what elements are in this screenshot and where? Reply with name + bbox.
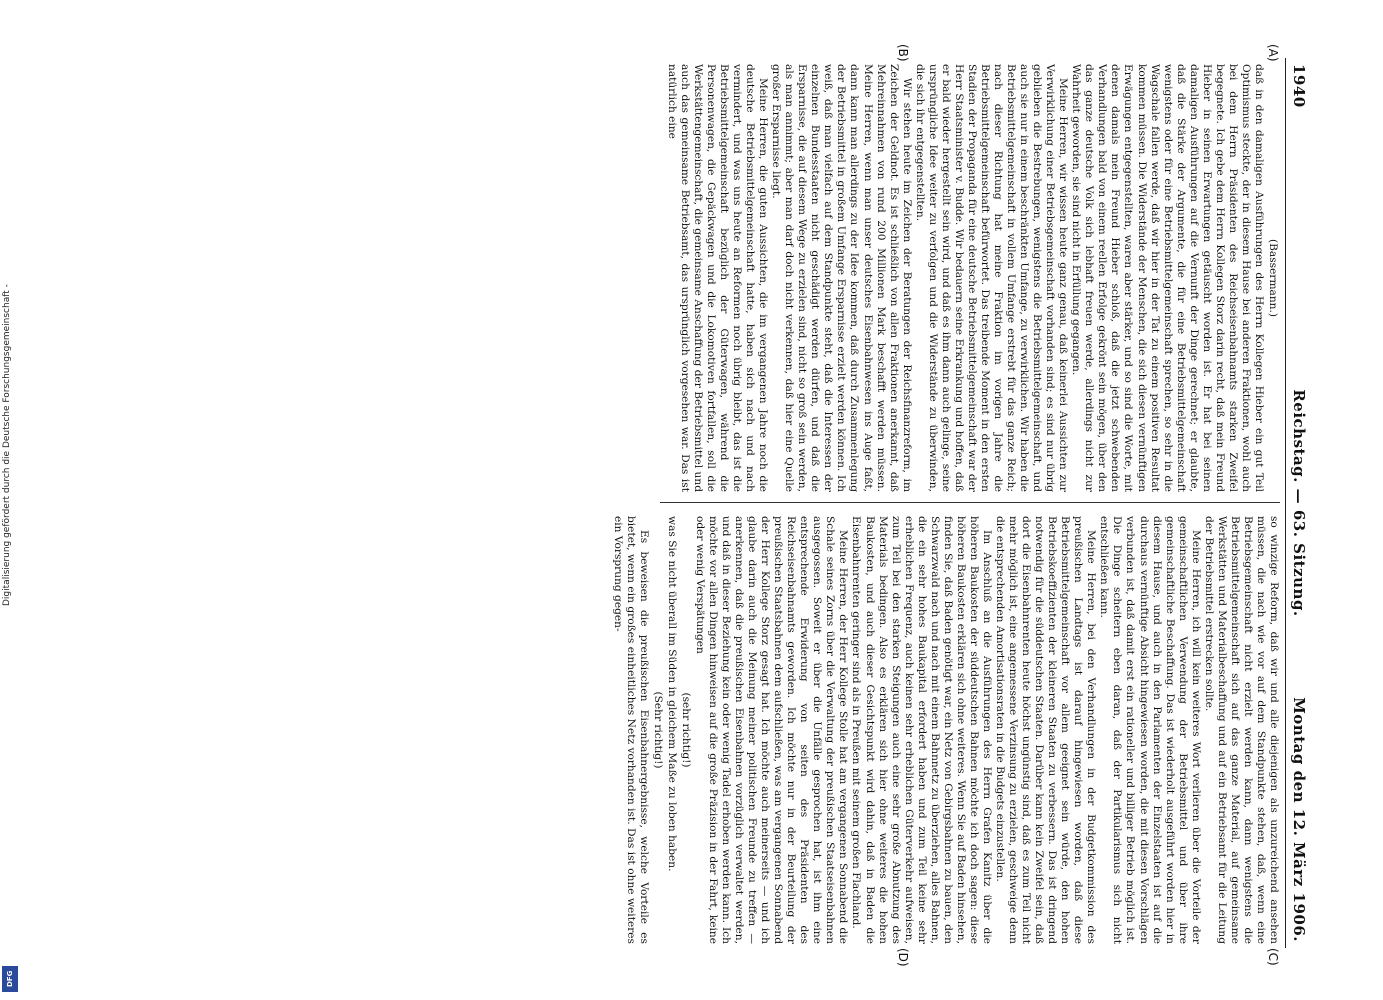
right-paragraph: was Sie nicht überall im Süden in gleichem Maße zu loben haben. [665,516,678,872]
left-column [665,64,1280,492]
right-paragraph: Es beweisen die preußischen Eisenbahnergebnisse, welche Vorteile es bietet, wenn ein großes einheitliches Netz vorhanden ist. Das ist ohne weiteres ein Vorsprung gegen- [611,516,650,944]
margin-marker-c: (C) [1266,948,1280,966]
interjection: (sehr richtig!) [679,692,692,768]
document-page [70,44,1310,967]
page-title: Reichstag. — 63. Sitzung. [1290,389,1308,617]
digitization-credit: Digitalisierung gefördert durch die Deutsche Forschungsgemeinschaft - [2,284,12,606]
margin-marker-d: (D) [896,948,910,967]
page-number: 1940 [1290,64,1308,108]
margin-marker-b: (B) [896,44,910,62]
right-paragraph: Meine Herren, der Herr Kollege Stolle hat am vergangenen Sonnabend die Schale seines Zorns über die Verwaltung der preußischen Staatseisenbahnen ausgegossen. Soweit er über die Unfälle gesprochen hat, ist ihm eine entsprechende Erwiderung von seiten des Präsidenten des Reichseisenbahnamts geworden. Ich möchte nur in der Beurteilung der preußischen Staatsbahnen dem aufschließen, was am vergangenen Sonnabend der Herr Kollege Storz gesagt hat. Ich möchte auch meinerseits — und ich glaube darin auch die Meinung meiner politischen Freunde zu treffen — anerkennen, daß die preußischen Eisenbahnen vorzüglich verwaltet werden, und daß in dieser Beziehung kein oder wenig Tadel erhoben werden kann. Ich möchte vor allen Dingen hinweisen auf die große Präzision in der Fahrt, keine oder wenig Verspätungen [693,516,850,944]
speaker-name: (Bassermann.) [1267,239,1279,317]
right-paragraph: so winzige Reform, daß wir und alle diejenigen als unzureichend ansehen müssen, die nach wie vor auf dem Standpunkte stehen, daß, wenn eine Betriebsgemeinschaft nicht erzielt werden kann, dann wenigstens die Betriebsmittelgemeinschaft sich auf das ganze Material, auf gemeinsame Werkstätten und Materialbeschaffung und auf ein Betriebsamt für die Leitung der Betriebsmittel erstrecken sollte. [1202,516,1280,944]
column-divider [660,502,1280,503]
interjection: (Sehr richtig!) [651,691,664,769]
dfg-logo: DFG [2,966,18,992]
right-paragraph: Meine Herren, ich will kein weiteres Wort verlieren über die Vorteile der gemeinschaftlichen Verwendung der Betriebsmittel und über ihre gemeinschaftliche Beschaffung. Das ist wiederholt ausgeführt worden hier in diesem Hause, und auch in den Parlamenten der Einzelstaaten ist auf die durchaus vernünftige Absicht hingewiesen worden, die mit diesen Vorschlägen verbunden ist, daß damit erst ein rationeller und billiger Betrieb möglich ist. Die Dinge scheitern eben daran, daß der Partikularismus sich nicht entschließen kann. [1098,516,1202,944]
header-rule [1285,58,1286,948]
margin-marker-a: (A) [1266,44,1280,62]
left-paragraph: Meine Herren, die guten Aussichten, die im vergangenen Jahre noch die deutsche Betriebsmittelgemeinschaft hatte, haben sich nach und nach vermindert, und was uns heute an Reformen noch übrig bleibt, das ist die Betriebsmittelgemeinschaft bezüglich der Güterwagen, während die Personenwagen, die Gepäckwagen und die Lokomotiven fortfallen, soll die Werkstättengemeinschaft, die gemeinsame Anschaffung der Betriebsmittel und auch das gemeinsame Betriebsamt, das ursprünglich vorgesehen war. Das ist natürlich eine [665,64,770,492]
left-paragraph: Wir stehen heute im Zeichen der Beratungen der Reichsfinanzreform, im Zeichen der Geldnot. Es ist schließlich von allen Fraktionen anerkannt, daß Mehreinnahmen von rund 200 Millionen Mark beschafft werden müssen. Meine Herren, wenn man unser deutsches Eisenbahnwesen ins Auge faßt, dann kann man allerdings zu der Idee kommen, daß durch Zusammenlegung der Betriebsmittel in großem Umfange Ersparnisse erzielt werden können. Ich weiß, daß man vielfach auf dem Standpunkte steht, daß die Interessen der einzelnen Bundesstaaten nicht geschädigt werden dürfen, und daß die Ersparnisse, die auf diesem Wege zu erzielen sind, nicht so groß sein werden, als man annimmt; aber man darf doch nicht verkennen, daß hier eine Quelle großer Ersparnisse liegt. [770,64,913,492]
left-paragraph: daß in den damaligen Ausführungen des Herrn Kollegen Hieber ein gut Teil Optimismus steckte, der in diesem Hause bei anderen Fraktionen, wohl auch bei dem Herrn Präsidenten des Reichseisenbahnamts starken Zweifel begegnete. Ich gebe dem Herrn Kollegen Storz darin recht, daß mein Freund Hieber in seinen Erwartungen getäuscht worden ist. Er hat bei seinen damaligen Ausführungen auf die Vernunft der Dinge gerechnet; er glaubte, daß die Stärke der Argumente, die für eine Betriebsmittelgemeinschaft wenigstens oder für eine Betriebsmittelgemeinschaft sprechen, so sehr in die Wagschale fallen werde, daß wir hier in der Tat zu einem positiven Resultat kommen müssen. Die Widerstände der Menschen, die sich diesen vernünftigen Erwägungen entgegenstellten, waren aber stärker, und so sind die Worte, mit denen damals mein Freund Hieber schloß, daß die jetzt schwebenden Verhandlungen bald von einem reellen Erfolge gekrönt sein mögen, über den das ganze deutsche Volk sich lebhaft freuen werde, allerdings nicht zur Wahrheit geworden, sie sind nicht in Erfüllung gegangen. [1070,64,1265,492]
right-column [611,516,1280,944]
right-paragraph: Meine Herren, bei den Verhandlungen in der Budgetkommission des preußischen Landtags ist darauf hingewiesen worden, daß diese Betriebsmittelgemeinschaft vor allem geeignet sein würde, den hohen Betriebskoeffizienten der kleineren Staaten zu verbessern. Das ist dringend notwendig für die süddeutschen Staaten. Darüber kann kein Zweifel sein, daß dort die Eisenbahnrenten heute höchst ungünstig sind, daß es zum Teil nicht mehr möglich ist, eine angemessene Verzinsung zu erzielen, geschweige denn die entsprechenden Amortisationsraten in die Budgets einzustellen. [994,516,1098,944]
page-date: Montag den 12. März 1906. [1290,697,1308,942]
left-paragraph: Meine Herren, wir wissen heute ganz genau, daß keinerlei Aussichten zur Verwirklichung einer Betriebsgemeinschaft vorhanden sind; es sind nur übrig geblieben die Bestrebungen, wenigstens die Betriebsmittelgemeinschaft, und auch sie nur in einem beschränkten Umfange, zu verwirklichen. Wir haben die Betriebsmittelgemeinschaft in vollem Umfange erstrebt für das ganze Reich; nach dieser Richtung hat meine Fraktion im vorigen Jahre die Betriebsmittelgemeinschaft befürwortet. Das treibende Moment in den ersten Stadien der Propaganda für eine deutsche Betriebsmittelgemeinschaft war der Herr Staatsminister v. Budde. Wir bedauern seine Erkrankung und hoffen, daß er bald wieder hergestellt sein wird, und daß es ihm dann auch gelinge, seine ursprüngliche Idee weiter zu verfolgen und die Widerstände zu überwinden, die sich ihr entgegenstellten. [913,64,1070,492]
page-header [1288,58,1310,948]
right-paragraph: Im Anschluß an die Ausführungen des Herrn Grafen Kanitz über die höheren Baukosten der süddeutschen Bahnen möchte ich doch sagen: diese höheren Baukosten erklären sich ohne weiteres. Wenn Sie auf Baden hinsehen, finden Sie, daß Baden genötigt war, ein Netz von Gebirgsbahnen zu bauen, den Schwarzwald nach und nach mit einem Bahnnetz zu überziehen, alles Bahnen, die ein sehr hohes Baukapital erfordert haben und zum Teil keine sehr erheblichen Frequenz, auch keinen sehr erheblichen Güterverkehr aufweisen, zum Teil bei den starken Steigungen auch eine sehr große Abnutzung des Materials bedingen. Also es erklären sich hier ohne weiteres die hohen Baukosten, und auch dieser Gesichtspunkt wird dahin, daß in Baden die Eisenbahnrenten geringer sind als in Preußen mit seinem großen Flachland. [850,516,993,944]
